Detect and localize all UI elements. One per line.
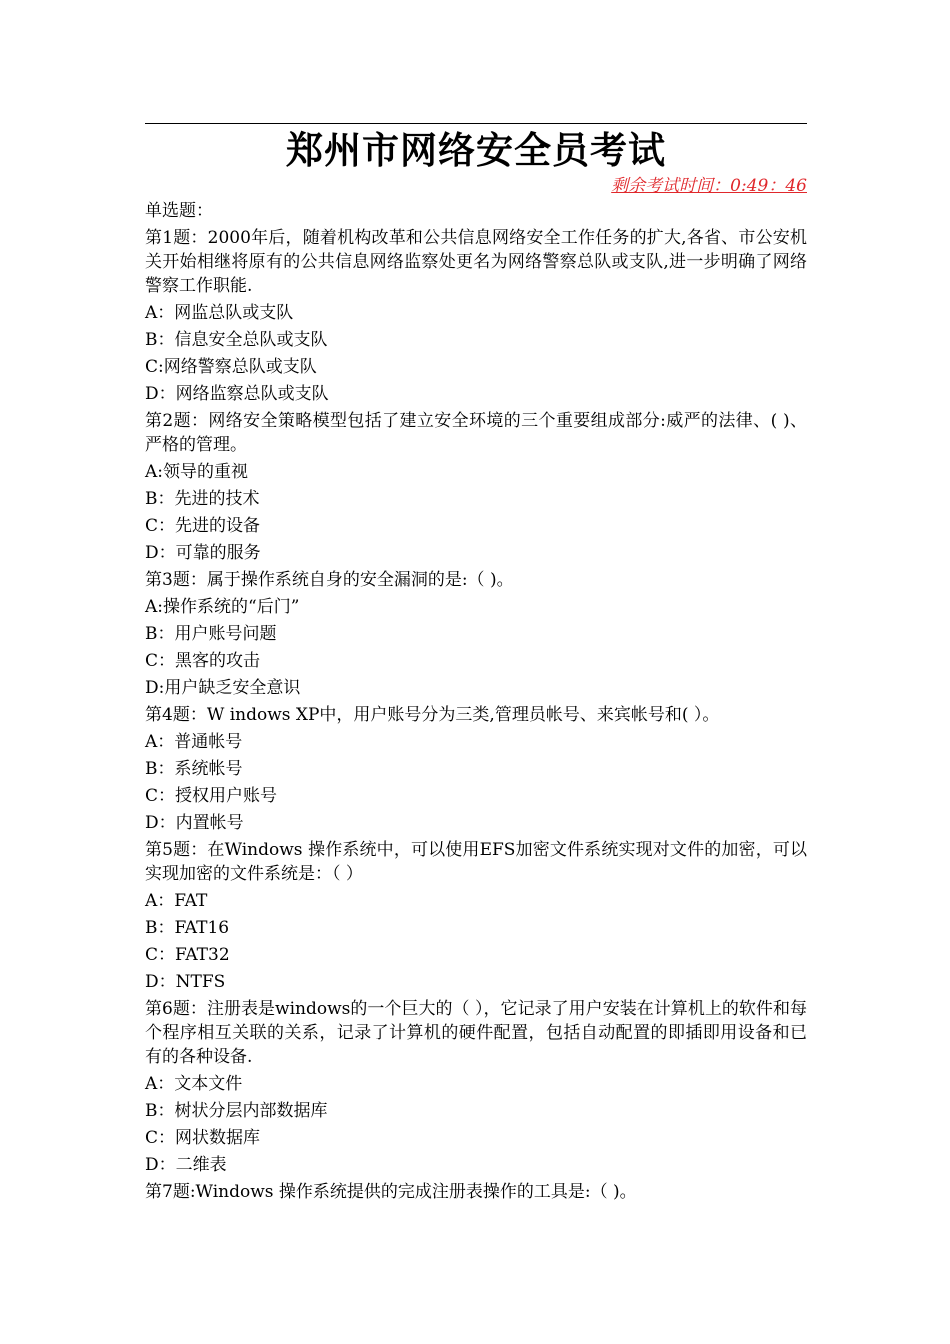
question-text: 第6题：注册表是windows的一个巨大的（ ），它记录了用户安装在计算机上的软件和每个程序相互关联的关系，记录了计算机的硬件配置，包括自动配置的即插即用设备和已有的各种设备. <box>145 999 807 1067</box>
section-label: 单选题： <box>145 201 213 221</box>
question-block <box>145 838 807 994</box>
answer-option[interactable]: A:操作系统的“后门” <box>145 597 300 617</box>
question-text: 第3题：属于操作系统自身的安全漏洞的是:（ )。 <box>145 570 514 590</box>
answer-option[interactable]: D：二维表 <box>145 1155 227 1175</box>
answer-option[interactable]: C：网状数据库 <box>145 1128 261 1148</box>
question-block <box>145 703 807 835</box>
answer-option[interactable]: D:用户缺乏安全意识 <box>145 678 301 698</box>
answer-option[interactable]: C：先进的设备 <box>145 516 261 536</box>
question-block <box>145 1180 807 1204</box>
exam-timer: 剩余考试时间：0:49：46 <box>611 176 807 196</box>
answer-option[interactable]: A：文本文件 <box>145 1074 243 1094</box>
answer-option[interactable]: D：网络监察总队或支队 <box>145 384 329 404</box>
answer-option[interactable]: A：FAT <box>145 891 208 911</box>
question-text: 第4题：W indows XP中，用户账号分为三类,管理员帐号、来宾帐号和( ）。 <box>145 705 720 725</box>
question-text: 第2题：网络安全策略模型包括了建立安全环境的三个重要组成部分:威严的法律、( )、严格的管理。 <box>145 411 807 455</box>
answer-option[interactable]: B：用户账号问题 <box>145 624 277 644</box>
question-text: 第7题:Windows 操作系统提供的完成注册表操作的工具是:（ )。 <box>145 1182 637 1202</box>
answer-option[interactable]: D：NTFS <box>145 972 226 992</box>
question-block <box>145 568 807 700</box>
answer-option[interactable]: A：普通帐号 <box>145 732 243 752</box>
answer-option[interactable]: B：先进的技术 <box>145 489 260 509</box>
answer-option[interactable]: D：可靠的服务 <box>145 543 261 563</box>
exam-content <box>145 199 807 1207</box>
page-title: 郑州市网络安全员考试 <box>286 129 666 172</box>
question-block <box>145 409 807 565</box>
answer-option[interactable]: B：FAT16 <box>145 918 230 938</box>
question-text: 第1题：2000年后，随着机构改革和公共信息网络安全工作任务的扩大,各省、市公安机关开始相继将原有的公共信息网络监察处更名为网络警察总队或支队,进一步明确了网络警察工作职能. <box>145 228 807 296</box>
question-block <box>145 226 807 406</box>
answer-option[interactable]: C：授权用户账号 <box>145 786 278 806</box>
answer-option[interactable]: C:网络警察总队或支队 <box>145 357 317 377</box>
answer-option[interactable]: B：系统帐号 <box>145 759 243 779</box>
answer-option[interactable]: C：FAT32 <box>145 945 230 965</box>
answer-option[interactable]: B：信息安全总队或支队 <box>145 330 328 350</box>
header-rule <box>145 123 807 124</box>
answer-option[interactable]: A:领导的重视 <box>145 462 249 482</box>
question-text: 第5题：在Windows 操作系统中，可以使用EFS加密文件系统实现对文件的加密，可以实现加密的文件系统是：（ ） <box>145 840 807 884</box>
answer-option[interactable]: C：黑客的攻击 <box>145 651 261 671</box>
answer-option[interactable]: B：树状分层内部数据库 <box>145 1101 328 1121</box>
answer-option[interactable]: D：内置帐号 <box>145 813 244 833</box>
answer-option[interactable]: A：网监总队或支队 <box>145 303 294 323</box>
question-block <box>145 997 807 1177</box>
